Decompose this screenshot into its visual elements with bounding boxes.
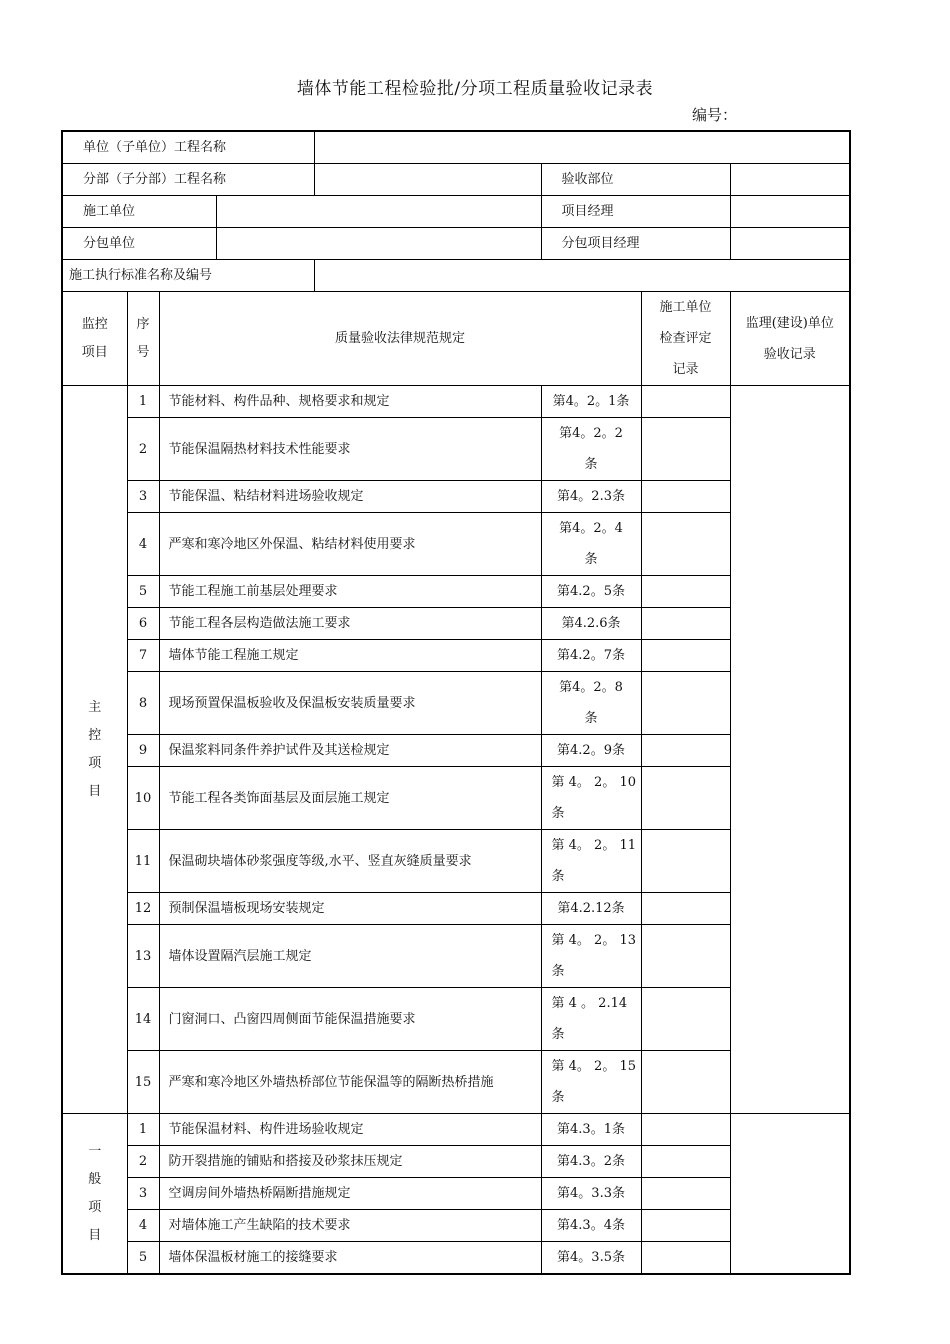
sub-project-value[interactable] <box>314 164 541 196</box>
item-number: 3 <box>127 1178 159 1210</box>
check-record-cell[interactable] <box>641 481 730 513</box>
check-record-cell[interactable] <box>641 640 730 672</box>
item-description: 节能工程各层构造做法施工要求 <box>159 608 541 640</box>
item-number: 4 <box>127 513 159 576</box>
item-number: 14 <box>127 988 159 1051</box>
seq-header-line2: 号 <box>136 344 150 360</box>
check-record-cell[interactable] <box>641 767 730 830</box>
item-number: 9 <box>127 735 159 767</box>
item-description: 节能保温隔热材料技术性能要求 <box>159 418 541 481</box>
regulation-header: 质量验收法律规范规定 <box>159 292 641 386</box>
seq-header <box>127 292 159 386</box>
item-clause <box>541 925 641 988</box>
item-description: 节能工程各类饰面基层及面层施工规定 <box>159 767 541 830</box>
item-clause-line1: 第 4。 2。 15 <box>551 1059 636 1074</box>
page-title: 墙体节能工程检验批/分项工程质量验收记录表 <box>296 79 654 99</box>
supervisor-header <box>730 292 850 386</box>
check-record-cell[interactable] <box>641 418 730 481</box>
item-number: 1 <box>127 386 159 418</box>
unit-project-value[interactable] <box>314 131 850 164</box>
item-description: 墙体设置隔汽层施工规定 <box>159 925 541 988</box>
general-label <box>62 1114 127 1275</box>
item-number: 2 <box>127 1146 159 1178</box>
item-number: 7 <box>127 640 159 672</box>
row-standard <box>62 260 850 292</box>
header-row <box>62 292 850 386</box>
main-label-char: 主 <box>88 699 102 715</box>
row-construction-unit <box>62 196 850 228</box>
check-record-cell[interactable] <box>641 1051 730 1114</box>
item-clause: 第4.2。5条 <box>541 576 641 608</box>
main-label <box>62 386 127 1114</box>
item-clause: 第4.2.12条 <box>541 893 641 925</box>
general-row <box>62 1114 850 1146</box>
monitor-header-line2: 项目 <box>81 344 108 360</box>
item-clause-line2: 条 <box>551 806 565 821</box>
main-label-char: 项 <box>88 755 102 771</box>
monitor-header-line1: 监控 <box>81 316 108 332</box>
standard-label: 施工执行标准名称及编号 <box>62 260 314 292</box>
subcontract-unit-label: 分包单位 <box>62 228 216 260</box>
item-clause: 第4.3。4条 <box>541 1210 641 1242</box>
row-unit-project <box>62 131 850 164</box>
check-header-line2: 检查评定 <box>659 331 712 346</box>
item-clause <box>541 672 641 735</box>
item-clause <box>541 830 641 893</box>
project-manager-label: 项目经理 <box>541 196 730 228</box>
item-description: 现场预置保温板验收及保温板安装质量要求 <box>159 672 541 735</box>
item-number: 13 <box>127 925 159 988</box>
item-description: 空调房间外墙热桥隔断措施规定 <box>159 1178 541 1210</box>
monitor-header <box>62 292 127 386</box>
item-number: 1 <box>127 1114 159 1146</box>
item-clause: 第4。2。1条 <box>541 386 641 418</box>
check-record-cell[interactable] <box>641 386 730 418</box>
row-subcontract-unit <box>62 228 850 260</box>
item-clause-line1: 第4。2。4 <box>559 521 623 536</box>
check-record-cell[interactable] <box>641 925 730 988</box>
item-clause-line1: 第4。2。8 <box>559 680 623 695</box>
item-clause: 第4。3.5条 <box>541 1242 641 1275</box>
row-sub-project <box>62 164 850 196</box>
subcontract-unit-value[interactable] <box>216 228 541 260</box>
item-description: 节能工程施工前基层处理要求 <box>159 576 541 608</box>
item-clause-line2: 条 <box>584 711 598 726</box>
item-description: 预制保温墙板现场安装规定 <box>159 893 541 925</box>
main-label-char: 控 <box>88 727 102 743</box>
item-number: 10 <box>127 767 159 830</box>
item-number: 15 <box>127 1051 159 1114</box>
item-clause <box>541 1051 641 1114</box>
seq-header-line1: 序 <box>136 316 150 332</box>
item-description: 墙体保温板材施工的接缝要求 <box>159 1242 541 1275</box>
acceptance-part-label: 验收部位 <box>541 164 730 196</box>
general-supervisor-record[interactable] <box>730 1114 850 1275</box>
acceptance-part-value[interactable] <box>730 164 850 196</box>
acceptance-table <box>61 130 851 1275</box>
check-header-line1: 施工单位 <box>659 300 712 315</box>
item-clause <box>541 988 641 1051</box>
item-clause: 第4。3.3条 <box>541 1178 641 1210</box>
check-record-cell[interactable] <box>641 1146 730 1178</box>
general-label-char: 一 <box>88 1143 102 1159</box>
item-clause-line2: 条 <box>551 1027 565 1042</box>
item-description: 保温浆料同条件养护试件及其送检规定 <box>159 735 541 767</box>
item-number: 6 <box>127 608 159 640</box>
item-description: 保温砌块墙体砂浆强度等级,水平、竖直灰缝质量要求 <box>159 830 541 893</box>
item-clause: 第4.3。2条 <box>541 1146 641 1178</box>
item-number: 8 <box>127 672 159 735</box>
supervisor-header-line1: 监理(建设)单位 <box>745 315 834 331</box>
item-description: 节能保温材料、构件进场验收规定 <box>159 1114 541 1146</box>
item-description: 节能材料、构件品种、规格要求和规定 <box>159 386 541 418</box>
item-clause-line1: 第 4。 2。 11 <box>551 838 636 853</box>
item-description: 严寒和寒冷地区外保温、粘结材料使用要求 <box>159 513 541 576</box>
item-clause <box>541 513 641 576</box>
item-description: 墙体节能工程施工规定 <box>159 640 541 672</box>
check-header-line3: 记录 <box>672 362 699 377</box>
check-record-cell[interactable] <box>641 1242 730 1275</box>
supervisor-header-line2: 验收记录 <box>763 346 816 362</box>
main-label-char: 目 <box>88 783 102 799</box>
check-record-cell[interactable] <box>641 1114 730 1146</box>
item-clause-line2: 条 <box>584 552 598 567</box>
project-manager-value[interactable] <box>730 196 850 228</box>
sub-project-label: 分部（子分部）工程名称 <box>62 164 314 196</box>
main-row <box>62 386 850 418</box>
check-record-cell[interactable] <box>641 893 730 925</box>
item-description: 防开裂措施的铺贴和搭接及砂浆抹压规定 <box>159 1146 541 1178</box>
item-number: 5 <box>127 576 159 608</box>
item-clause-line2: 条 <box>551 964 565 979</box>
check-record-cell[interactable] <box>641 735 730 767</box>
item-clause: 第4.2.6条 <box>541 608 641 640</box>
standard-value[interactable] <box>314 260 850 292</box>
main-supervisor-record[interactable] <box>730 386 850 1114</box>
subcontract-manager-label: 分包项目经理 <box>541 228 730 260</box>
item-clause: 第4.2。7条 <box>541 640 641 672</box>
code-label: 编号： <box>692 106 738 124</box>
item-number: 12 <box>127 893 159 925</box>
construction-unit-value[interactable] <box>216 196 541 228</box>
item-clause-line1: 第 4。 2。 13 <box>551 933 636 948</box>
check-record-cell[interactable] <box>641 513 730 576</box>
item-clause-line2: 条 <box>584 457 598 472</box>
item-number: 2 <box>127 418 159 481</box>
check-header <box>641 292 730 386</box>
item-number: 3 <box>127 481 159 513</box>
item-clause: 第4.2。9条 <box>541 735 641 767</box>
item-clause <box>541 767 641 830</box>
general-label-char: 目 <box>88 1227 102 1243</box>
check-record-cell[interactable] <box>641 988 730 1051</box>
item-clause: 第4。2.3条 <box>541 481 641 513</box>
check-record-cell[interactable] <box>641 830 730 893</box>
item-description: 门窗洞口、凸窗四周侧面节能保温措施要求 <box>159 988 541 1051</box>
check-record-cell[interactable] <box>641 672 730 735</box>
item-clause <box>541 418 641 481</box>
item-clause-line1: 第 4。 2。 10 <box>551 775 636 790</box>
subcontract-manager-value[interactable] <box>730 228 850 260</box>
item-clause-line2: 条 <box>551 869 565 884</box>
item-description: 对墙体施工产生缺陷的技术要求 <box>159 1210 541 1242</box>
construction-unit-label: 施工单位 <box>62 196 216 228</box>
check-record-cell[interactable] <box>641 608 730 640</box>
item-clause-line2: 条 <box>551 1090 565 1105</box>
item-description: 节能保温、粘结材料进场验收规定 <box>159 481 541 513</box>
unit-project-label: 单位（子单位）工程名称 <box>62 131 314 164</box>
item-description: 严寒和寒冷地区外墙热桥部位节能保温等的隔断热桥措施 <box>159 1051 541 1114</box>
check-record-cell[interactable] <box>641 1178 730 1210</box>
item-number: 5 <box>127 1242 159 1275</box>
item-clause-line1: 第 4 。 2.14 <box>551 996 628 1011</box>
item-number: 11 <box>127 830 159 893</box>
item-clause: 第4.3。1条 <box>541 1114 641 1146</box>
item-clause-line1: 第4。2。2 <box>559 426 623 441</box>
item-number: 4 <box>127 1210 159 1242</box>
general-label-char: 项 <box>88 1199 102 1215</box>
check-record-cell[interactable] <box>641 576 730 608</box>
general-label-char: 般 <box>88 1171 102 1187</box>
check-record-cell[interactable] <box>641 1210 730 1242</box>
